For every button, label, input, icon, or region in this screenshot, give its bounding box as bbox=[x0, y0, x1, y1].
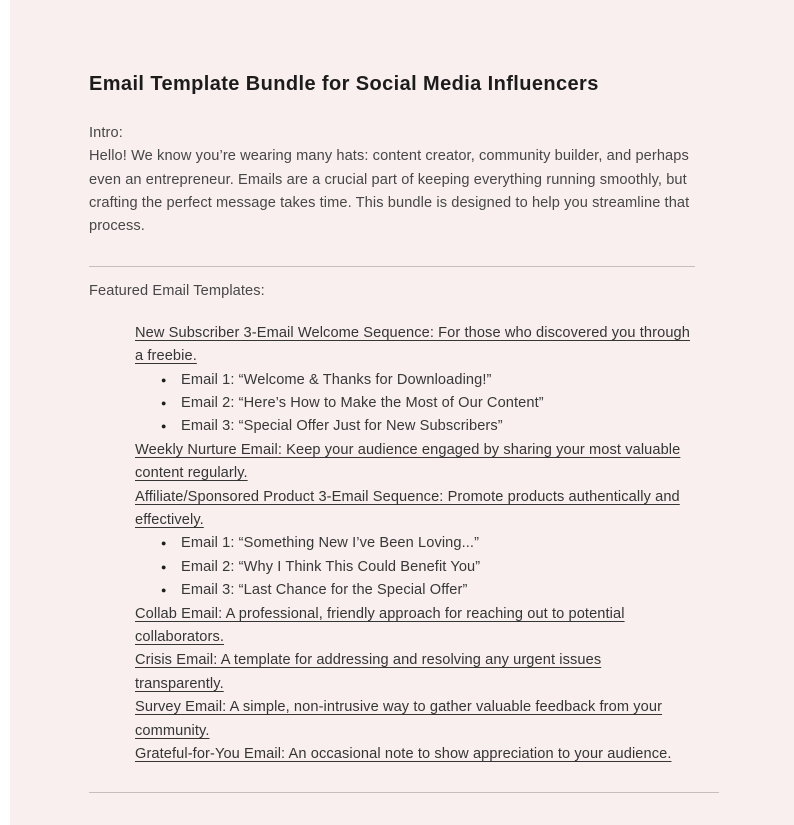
document-page bbox=[10, 0, 794, 825]
divider-bottom bbox=[89, 792, 719, 793]
template-list bbox=[135, 322, 691, 767]
email-list bbox=[135, 369, 691, 439]
email-item: ● Email 2: “Here’s How to Make the Most of Our Content” bbox=[135, 392, 691, 415]
page-left-margin bbox=[0, 0, 10, 825]
template-item-affiliate-sponsored bbox=[135, 486, 691, 603]
email-item: ● Email 2: “Why I Think This Could Benefit You” bbox=[135, 556, 691, 579]
divider-top bbox=[89, 266, 695, 267]
email-item: ● Email 3: “Special Offer Just for New Subscribers” bbox=[135, 415, 691, 438]
email-item: ● Email 1: “Welcome & Thanks for Downloading!” bbox=[135, 369, 691, 392]
template-link-crisis[interactable]: Crisis Email: A template for addressing and resolving any urgent issues transparently. bbox=[135, 652, 602, 692]
template-link-weekly-nurture[interactable]: Weekly Nurture Email: Keep your audience engaged by sharing your most valuable content regularly. bbox=[135, 441, 681, 482]
template-link-affiliate-sponsored[interactable]: Affiliate/Sponsored Product 3-Email Sequence: Promote products authentically and effectively. bbox=[135, 488, 680, 529]
template-link-collab[interactable]: Collab Email: A professional, friendly approach for reaching out to potential collaborators. bbox=[135, 605, 625, 646]
template-link-new-subscriber[interactable]: New Subscriber 3-Email Welcome Sequence: For those who discovered you through a freebie. bbox=[135, 324, 690, 365]
template-link-grateful[interactable]: Grateful-for-You Email: An occasional note to show appreciation to your audience. bbox=[135, 746, 672, 763]
template-link-survey[interactable]: Survey Email: A simple, non-intrusive way to gather valuable feedback from your community. bbox=[135, 699, 663, 739]
template-item-collab bbox=[135, 603, 691, 650]
template-item-weekly-nurture bbox=[135, 439, 691, 486]
intro-text: Hello! We know you’re wearing many hats: content creator, community builder, and perhaps even an entrepreneur. Emails are a crucial part of keeping everything running smoothly, but crafting the perfect message takes time. This bundle is designed to help you streamline that process. bbox=[89, 148, 690, 235]
template-item-survey bbox=[135, 696, 691, 743]
email-list bbox=[135, 532, 691, 602]
email-item: ● Email 3: “Last Chance for the Special Offer” bbox=[135, 579, 691, 602]
template-item-crisis bbox=[135, 649, 691, 696]
intro-section bbox=[89, 122, 691, 238]
page-title: Email Template Bundle for Social Media Influencers bbox=[89, 73, 599, 95]
email-item: ● Email 1: “Something New I’ve Been Loving...” bbox=[135, 532, 691, 555]
intro-label: Intro: bbox=[89, 125, 123, 141]
template-item-grateful bbox=[135, 743, 691, 766]
featured-templates-label: Featured Email Templates: bbox=[89, 283, 265, 300]
template-item-new-subscriber bbox=[135, 322, 691, 439]
